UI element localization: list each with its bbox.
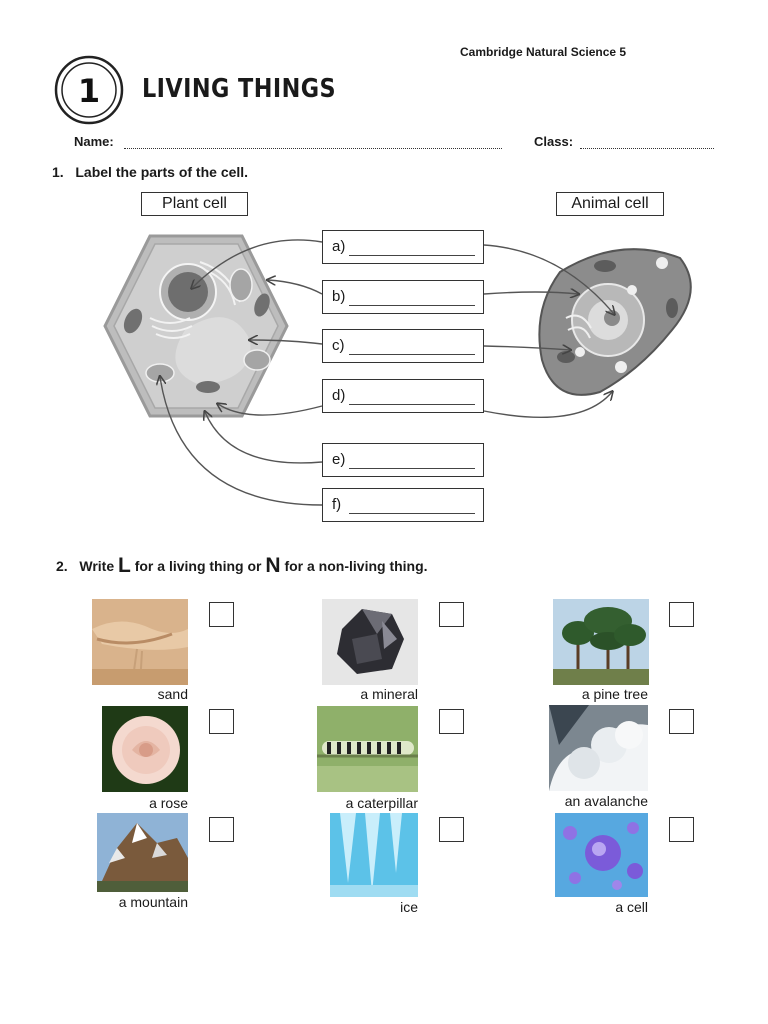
publisher-name: Cambridge Natural Science 5: [460, 45, 627, 59]
answer-box-d[interactable]: [322, 379, 484, 413]
class-label: Class:: [534, 134, 574, 149]
cell-image: [555, 813, 648, 897]
answer-checkbox-rose[interactable]: [209, 709, 234, 734]
unit-title: LIVING THINGS: [142, 74, 337, 104]
question-2: [56, 554, 428, 578]
animal-cell-icon: [539, 249, 690, 395]
letter-n: N: [265, 554, 281, 577]
answer-box-b[interactable]: [322, 280, 484, 314]
answer-letter: f): [332, 496, 342, 513]
answer-letter: c): [332, 337, 345, 354]
pine-tree-image: [553, 599, 649, 685]
plant-cell-label: Plant cell: [141, 192, 248, 216]
question-1-number: 1.: [52, 164, 64, 180]
letter-l: L: [118, 554, 131, 577]
answer-checkbox-cell[interactable]: [669, 817, 694, 842]
rose-image: [102, 706, 188, 792]
mountain-image: [97, 813, 188, 892]
answer-letter: e): [332, 451, 346, 468]
caterpillar-caption: a caterpillar: [345, 795, 418, 811]
mineral-image: [322, 599, 418, 685]
answer-box-e[interactable]: [322, 443, 484, 477]
ice-caption: ice: [400, 899, 418, 915]
ice-image: [330, 813, 418, 897]
answer-letter: d): [332, 387, 346, 404]
answer-box-f[interactable]: [322, 488, 484, 522]
sand-caption: sand: [157, 686, 188, 702]
answer-letter: a): [332, 238, 346, 255]
answer-letter: b): [332, 288, 346, 305]
pine-tree-caption: a pine tree: [581, 686, 648, 702]
name-label: Name:: [74, 134, 114, 149]
question-2-text: for a living thing or: [134, 558, 262, 574]
answer-checkbox-mountain[interactable]: [209, 817, 234, 842]
plant-cell-icon: [105, 236, 287, 416]
sand-image: [92, 599, 188, 685]
question-1-text: Label the parts of the cell.: [75, 164, 249, 180]
answer-checkbox-mineral[interactable]: [439, 602, 464, 627]
answer-checkbox-caterpillar[interactable]: [439, 709, 464, 734]
answer-checkbox-pine-tree[interactable]: [669, 602, 694, 627]
rose-caption: a rose: [149, 795, 188, 811]
answer-box-a[interactable]: [322, 230, 484, 264]
answer-checkbox-avalanche[interactable]: [669, 709, 694, 734]
animal-cell-label: Animal cell: [556, 192, 664, 216]
avalanche-image: [549, 705, 648, 791]
cell-caption: a cell: [615, 899, 648, 915]
caterpillar-image: [317, 706, 418, 792]
question-2-text: for a non-living thing.: [284, 558, 428, 574]
mountain-caption: a mountain: [118, 894, 188, 910]
question-2-text: Write: [79, 558, 115, 574]
answer-checkbox-sand[interactable]: [209, 602, 234, 627]
question-2-number: 2.: [56, 558, 68, 574]
answer-checkbox-ice[interactable]: [439, 817, 464, 842]
mineral-caption: a mineral: [360, 686, 418, 702]
unit-number: 1: [77, 72, 101, 110]
avalanche-caption: an avalanche: [564, 793, 648, 809]
answer-box-c[interactable]: [322, 329, 484, 363]
